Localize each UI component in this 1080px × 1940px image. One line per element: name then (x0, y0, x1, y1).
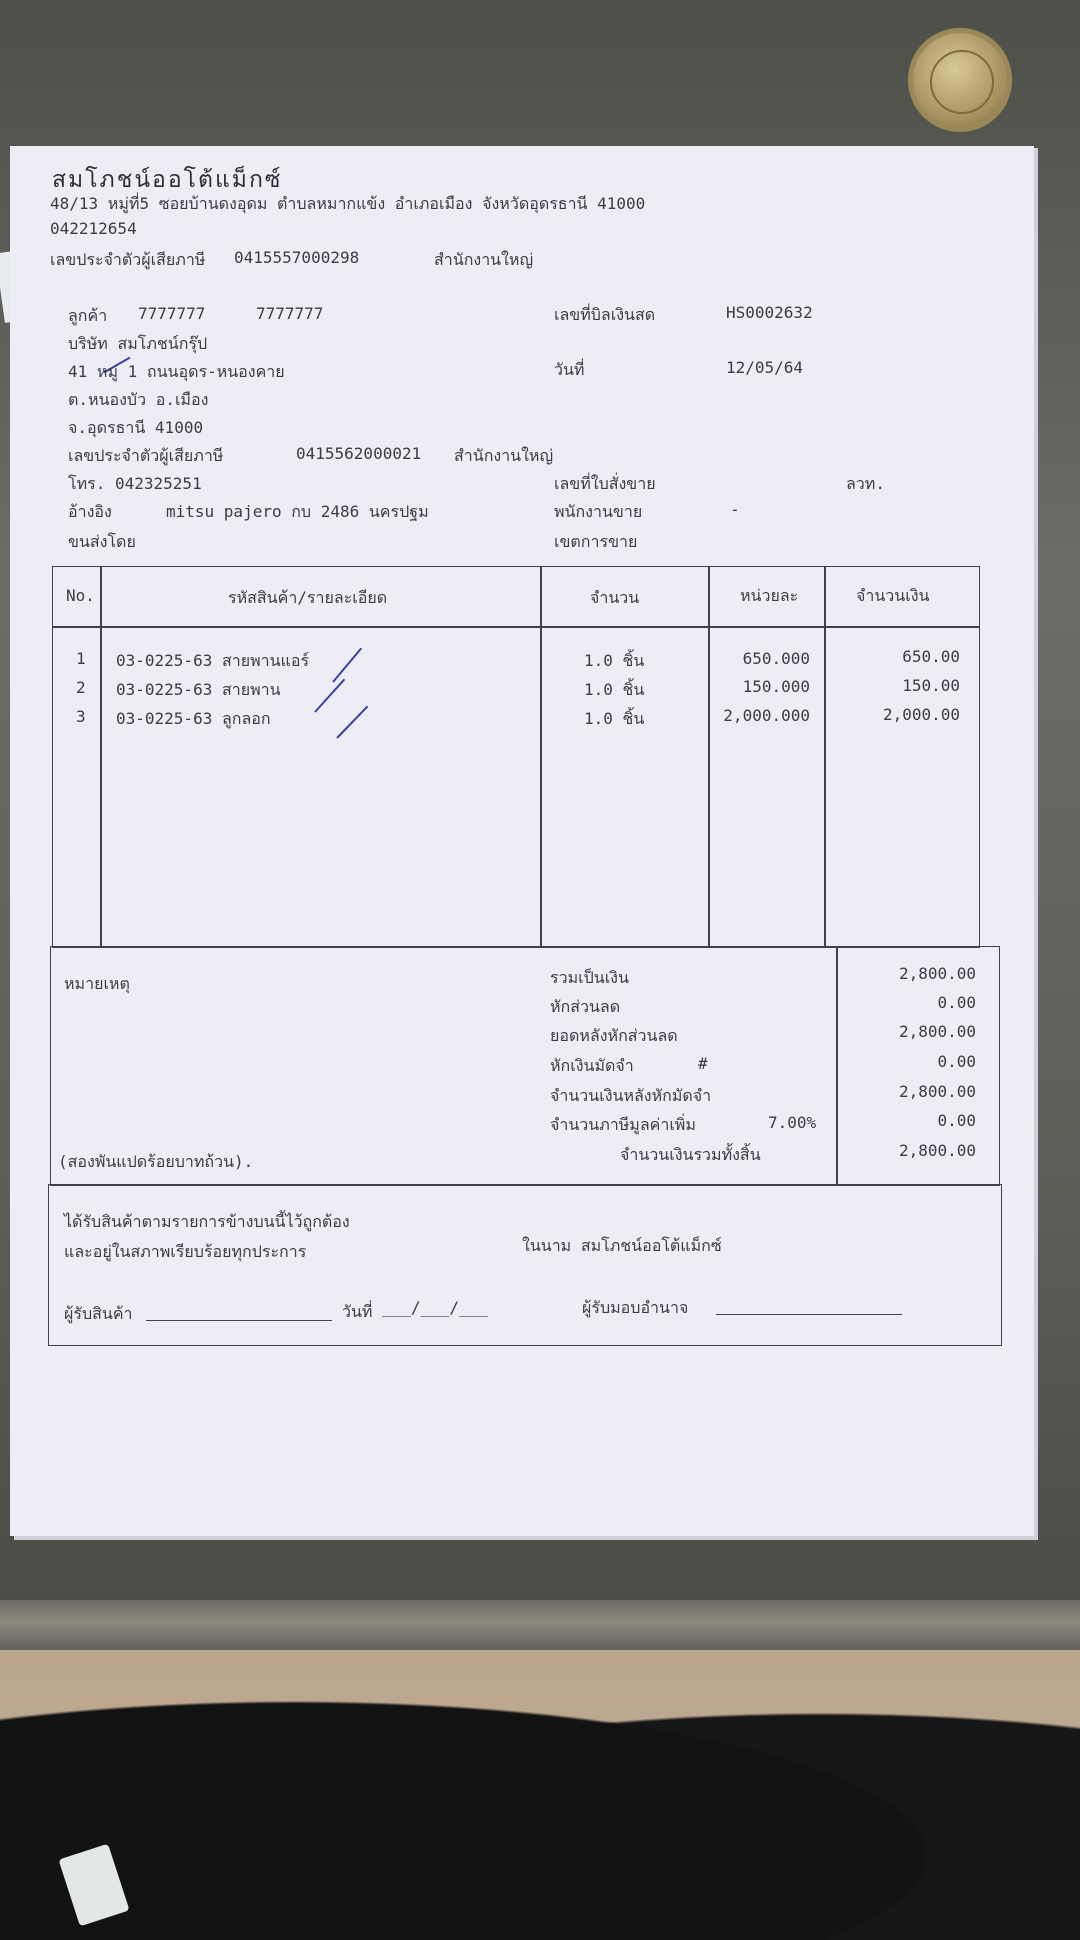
row-description: 03-0225-63 สายพานแอร์ (116, 651, 310, 670)
received-text-1: ได้รับสินค้าตามรายการข้างบนนี้ไว้ถูกต้อง (64, 1212, 350, 1231)
customer-address-3: จ.อุดรธานี 41000 (68, 418, 204, 437)
header-no: No. (66, 586, 95, 605)
company-branch: สำนักงานใหญ่ (434, 250, 534, 269)
receive-date-label: วันที่ (342, 1302, 373, 1321)
bill-date: 12/05/64 (726, 358, 804, 377)
row-quantity: 1.0 ชิ้น (584, 651, 645, 670)
bill-date-label: วันที่ (554, 360, 585, 379)
customer-branch: สำนักงานใหญ่ (454, 446, 554, 465)
items-table (52, 566, 980, 948)
customer-label: ลูกค้า (68, 306, 108, 325)
invoice-page (10, 146, 1034, 1536)
receive-date-blank: ___/___/___ (382, 1298, 488, 1317)
remark-label: หมายเหตุ (64, 974, 130, 993)
salesperson-value: - (730, 500, 740, 519)
after-deposit-label: จำนวนเงินหลังหักมัดจำ (550, 1086, 712, 1105)
grand-total-value: 2,800.00 (898, 1141, 976, 1160)
vat-label: จำนวนภาษีมูลค่าเพิ่ม (550, 1115, 696, 1134)
customer-address-2: ต.หนองบัว อ.เมือง (68, 390, 209, 409)
reference-label: อ้างอิง (68, 502, 112, 521)
shipping-label: ขนส่งโดย (68, 532, 136, 551)
header-amount: จำนวนเงิน (856, 586, 930, 605)
after-deposit-value: 2,800.00 (898, 1082, 976, 1101)
row-no: 3 (76, 707, 86, 726)
sales-order-label: เลขที่ใบสั่งขาย (554, 474, 656, 493)
col-divider (708, 566, 710, 948)
customer-address-1: 41 หมู่ 1 ถนนอุดร-หนองคาย (68, 362, 285, 381)
summary-divider (836, 946, 838, 1186)
table-edge (0, 1600, 1080, 1655)
col-divider (824, 566, 826, 948)
customer-phone: โทร. 042325251 (68, 474, 202, 493)
deposit-value: 0.00 (937, 1052, 976, 1071)
deposit-hash: # (698, 1054, 708, 1073)
header-description: รหัสสินค้า/รายละเอียด (228, 588, 388, 607)
customer-tax-id: 0415562000021 (296, 444, 422, 463)
customer-code-2: 7777777 (256, 304, 324, 323)
customer-tax-label: เลขประจำตัวผู้เสียภาษี (68, 446, 224, 465)
col-divider (540, 566, 542, 948)
grand-total-label: จำนวนเงินรวมทั้งสิ้น (620, 1145, 761, 1164)
discount-label: หักส่วนลด (550, 997, 621, 1016)
row-unit-price: 150.000 (742, 677, 810, 696)
on-behalf-text: ในนาม สมโภชน์ออโต้แม็กซ์ (522, 1236, 722, 1255)
row-description: 03-0225-63 ลูกลอก (116, 709, 271, 728)
sales-order-value: ลวท. (846, 474, 885, 493)
discount-value: 0.00 (937, 993, 976, 1012)
coin-emblem-icon (930, 50, 994, 114)
vat-value: 0.00 (937, 1111, 976, 1130)
salesperson-label: พนักงานขาย (554, 502, 643, 521)
company-address: 48/13 หมู่ที่5 ซอยบ้านดงอุดม ตำบลหมากแข้ง อำเภอเมือง จังหวัดอุดรธานี 41000 (50, 194, 646, 213)
header-unit-price: หน่วยละ (740, 586, 799, 605)
receiver-signature-line (146, 1320, 332, 1321)
deposit-label: หักเงินมัดจำ (550, 1056, 634, 1075)
col-divider (100, 566, 102, 948)
receiver-label: ผู้รับสินค้า (64, 1304, 133, 1323)
row-amount: 150.00 (902, 676, 960, 695)
row-quantity: 1.0 ชิ้น (584, 680, 645, 699)
company-tax-label: เลขประจำตัวผู้เสียภาษี (50, 250, 206, 269)
row-unit-price: 650.000 (742, 649, 810, 668)
after-discount-label: ยอดหลังหักส่วนลด (550, 1026, 678, 1045)
customer-name: บริษัท สมโภชน์กรุ๊ป (68, 334, 208, 353)
receipt-box (48, 1184, 1002, 1346)
received-text-2: และอยู่ในสภาพเรียบร้อยทุกประการ (64, 1242, 307, 1261)
bill-no: HS0002632 (726, 303, 813, 322)
reference-value: mitsu pajero กบ 2486 นครปฐม (166, 502, 429, 521)
row-quantity: 1.0 ชิ้น (584, 709, 645, 728)
row-unit-price: 2,000.000 (723, 706, 810, 725)
subtotal-label: รวมเป็นเงิน (550, 968, 629, 987)
amount-in-words: (สองพันแปดร้อยบาทถ้วน). (58, 1152, 254, 1171)
customer-code: 7777777 (138, 304, 206, 323)
company-name: สมโภชน์ออโต้แม็กซ์ (52, 167, 283, 193)
row-no: 2 (76, 678, 86, 697)
row-amount: 650.00 (902, 647, 960, 666)
table-header-divider (52, 626, 980, 628)
bill-no-label: เลขที่บิลเงินสด (554, 305, 656, 324)
company-phone: 042212654 (50, 219, 137, 238)
after-discount-value: 2,800.00 (898, 1022, 976, 1041)
header-quantity: จำนวน (590, 588, 640, 607)
authorized-signature-line (716, 1314, 902, 1315)
legs-shadow (0, 1660, 1080, 1940)
row-description: 03-0225-63 สายพาน (116, 680, 281, 699)
row-amount: 2,000.00 (882, 705, 960, 724)
row-no: 1 (76, 649, 86, 668)
company-tax-id: 0415557000298 (234, 248, 360, 267)
authorized-label: ผู้รับมอบอำนาจ (582, 1298, 689, 1317)
sales-area-label: เขตการขาย (554, 532, 638, 551)
subtotal-value: 2,800.00 (898, 964, 976, 983)
vat-rate: 7.00% (768, 1113, 817, 1132)
